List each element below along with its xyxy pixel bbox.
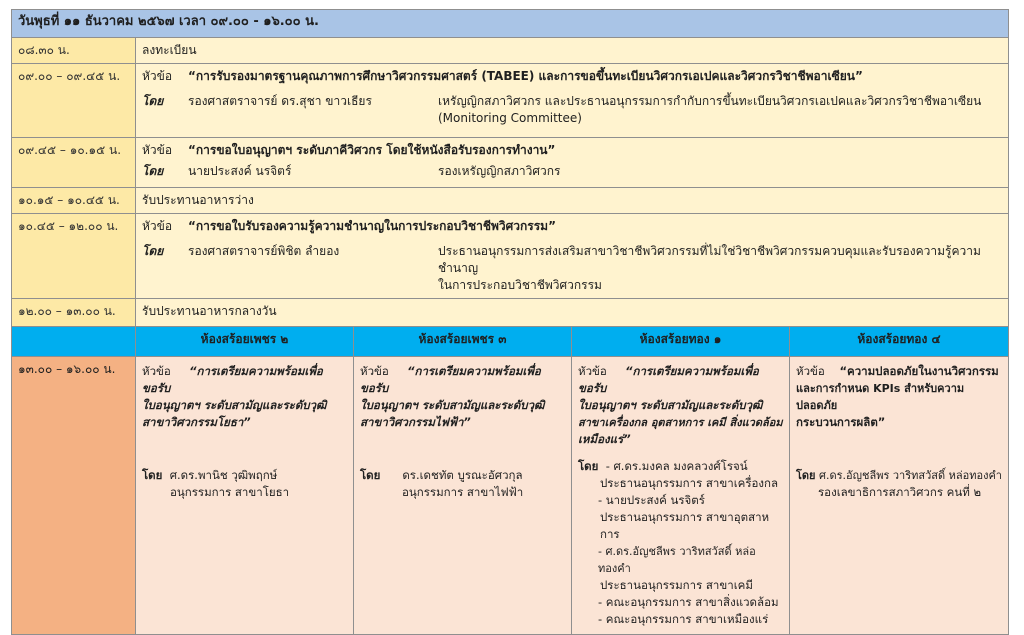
speaker-role-line: ประธานอนุกรรมการส่งเสริมสาขาวิชาชีพวิศวกรรมที่ไม่ใช่วิชาชีพวิศวกรรมควบคุมและรับรองความรู้ความชำนาญ [438, 244, 981, 275]
table-row [12, 38, 1009, 64]
by-label: โดย [142, 164, 164, 178]
topic-label: หัวข้อ [142, 364, 171, 378]
room-name: ห้องสร้อยเพชร ๒ [136, 327, 354, 357]
room-topic-line: สาขาเครื่องกล อุตสาหการ เคมี สิ่งแวดล้อม [578, 416, 783, 429]
topic-label: หัวข้อ [360, 364, 389, 378]
room-header-row [12, 327, 1009, 357]
speaker-role: ประธานอนุกรรมการ สาขาเครื่องกล [600, 476, 779, 490]
topic-label: หัวข้อ [142, 69, 173, 83]
speaker-name: นายประสงค์ นรจิตร์ [188, 164, 292, 178]
time-cell: ๐๙.๐๐ – ๐๙.๔๕ น. [12, 64, 136, 138]
schedule-header: วันพุธที่ ๑๑ ธันวาคม ๒๕๖๗ เวลา ๐๙.๐๐ - ๑๖.๐๐ น. [12, 10, 1009, 38]
room-topic-line: ใบอนุญาตฯ ระดับสามัญและระดับวุฒิ [360, 398, 545, 412]
room-topic-line: “การเตรียมความพร้อมเพื่อขอรับ [360, 364, 541, 395]
schedule-table [11, 9, 1009, 635]
speaker-role: รองเลขาธิการสภาวิศวกร คนที่ ๒ [818, 485, 982, 499]
time-cell: ๑๒.๐๐ – ๑๓.๐๐ น. [12, 299, 136, 327]
room-topic-line: “การเตรียมความพร้อมเพื่อขอรับ [578, 364, 759, 395]
time-cell: ๐๙.๔๕ – ๑๐.๑๕ น. [12, 138, 136, 188]
topic-label: หัวข้อ [796, 364, 825, 378]
room-session-2 [354, 357, 572, 635]
speaker-name: - ศ.ดร.อัญชลีพร วาริทสวัสดิ์ หล่อทองคำ [598, 545, 756, 575]
session-topic: “การรับรองมาตรฐานคุณภาพการศึกษาวิศวกรรมศาสตร์ (TABEE) และการขอขึ้นทะเบียนวิศวกรเอเปคและวิศวกรวิชาชีพอาเซียน” [188, 69, 863, 83]
speaker-name: ดร.เดชทัต บูรณะอัศวกุล [402, 468, 523, 482]
speaker-role: อนุกรรมการ สาขาโยธา [170, 485, 290, 499]
schedule-sheet [11, 9, 1008, 635]
by-label: โดย [142, 94, 164, 108]
table-row [12, 188, 1009, 214]
time-cell: ๑๐.๑๕ – ๑๐.๔๕ น. [12, 188, 136, 214]
speaker-name: - ศ.ดร.มงคล มงคลวงศ์โรจน์ [605, 459, 748, 473]
room-topic-line: “การเตรียมความพร้อมเพื่อขอรับ [142, 364, 323, 395]
speaker-role: ประธานอนุกรรมการ สาขาอุตสาหการ [600, 510, 770, 541]
by-label: โดย [142, 468, 163, 482]
speaker-name: - คณะอนุกรรมการ สาขาสิ่งแวดล้อม [598, 595, 779, 609]
table-row [12, 138, 1009, 188]
speaker-name: ศ.ดร.พานิช วุฒิพฤกษ์ [169, 468, 278, 482]
time-cell: ๑๐.๔๕ – ๑๒.๐๐ น. [12, 214, 136, 299]
by-label: โดย [578, 459, 599, 473]
room-header-blank [12, 327, 136, 357]
speaker-role-line: (Monitoring Committee) [438, 111, 582, 125]
room-topic-line: และการกำหนด KPIs สำหรับความปลอดภัย [796, 382, 965, 412]
room-topic-line: สาขาวิศวกรรมโยธา” [142, 415, 251, 429]
speaker-role-line: ในการประกอบวิชาชีพวิศวกรรม [438, 278, 602, 292]
room-topic-line: ใบอนุญาตฯ ระดับสามัญและระดับวุฒิ [578, 398, 763, 412]
session-topic: “การขอใบอนุญาตฯ ระดับภาคีวิศวกร โดยใช้หนังสือรับรองการทำงาน” [188, 143, 556, 157]
activity-cell: รับประทานอาหารว่าง [136, 188, 1009, 214]
room-topic-line: เหมืองแร่” [578, 432, 631, 446]
time-cell: ๐๘.๓๐ น. [12, 38, 136, 64]
by-label: โดย [142, 244, 164, 258]
speaker-role: อนุกรรมการ สาขาไฟฟ้า [402, 485, 524, 499]
topic-label: หัวข้อ [142, 143, 173, 157]
room-topic-line: กระบวนการผลิต” [796, 415, 886, 429]
speaker-role: ประธานอนุกรรมการ สาขาเคมี [600, 578, 753, 592]
room-session-1 [136, 357, 354, 635]
speaker-role-line: เหรัญญิกสภาวิศวกร และประธานอนุกรรมการกำกับการขึ้นทะเบียนวิศวกรเอเปคและวิศวกรวิชาชีพอาเซียน [438, 94, 982, 108]
room-name: ห้องสร้อยเพชร ๓ [354, 327, 572, 357]
room-topic-line: “ความปลอดภัยในงานวิศวกรรม [839, 364, 999, 378]
room-topic-line: ใบอนุญาตฯ ระดับสามัญและระดับวุฒิ [142, 398, 327, 412]
topic-label: หัวข้อ [142, 219, 173, 233]
header-row [12, 10, 1009, 38]
speaker-name: - คณะอนุกรรมการ สาขาเหมืองแร่ [598, 612, 769, 626]
speaker-name: - นายประสงค์ นรจิตร์ [598, 493, 705, 507]
room-session-3 [572, 357, 790, 635]
session-topic: “การขอใบรับรองความรู้ความชำนาญในการประกอบวิชาชีพวิศวกรรม” [188, 219, 556, 233]
session-cell [136, 64, 1009, 138]
activity-cell: รับประทานอาหารกลางวัน [136, 299, 1009, 327]
activity-cell: ลงทะเบียน [136, 38, 1009, 64]
by-label: โดย [796, 469, 816, 482]
time-cell: ๑๓.๐๐ – ๑๖.๐๐ น. [12, 357, 136, 635]
room-name: ห้องสร้อยทอง ๑ [572, 327, 790, 357]
speaker-name: รองศาสตราจารย์พิชิต ลำยอง [188, 244, 340, 258]
by-label: โดย [360, 468, 381, 482]
room-session-4 [790, 357, 1009, 635]
table-row [12, 299, 1009, 327]
room-name: ห้องสร้อยทอง ๔ [790, 327, 1009, 357]
table-row [12, 357, 1009, 635]
table-row [12, 214, 1009, 299]
speaker-role [438, 93, 1002, 127]
speaker-name: ศ.ดร.อัญชลีพร วาริทสวัสดิ์ หล่อทองคำ [819, 469, 1002, 482]
speaker-name: รองศาสตราจารย์ ดร.สุชา ขาวเธียร [188, 94, 372, 108]
room-topic-line: สาขาวิศวกรรมไฟฟ้า” [360, 415, 471, 429]
table-row [12, 64, 1009, 138]
topic-label: หัวข้อ [578, 364, 607, 378]
speaker-role: รองเหรัญญิกสภาวิศวกร [438, 164, 561, 178]
speaker-role [438, 243, 1002, 294]
session-cell [136, 138, 1009, 188]
session-cell [136, 214, 1009, 299]
